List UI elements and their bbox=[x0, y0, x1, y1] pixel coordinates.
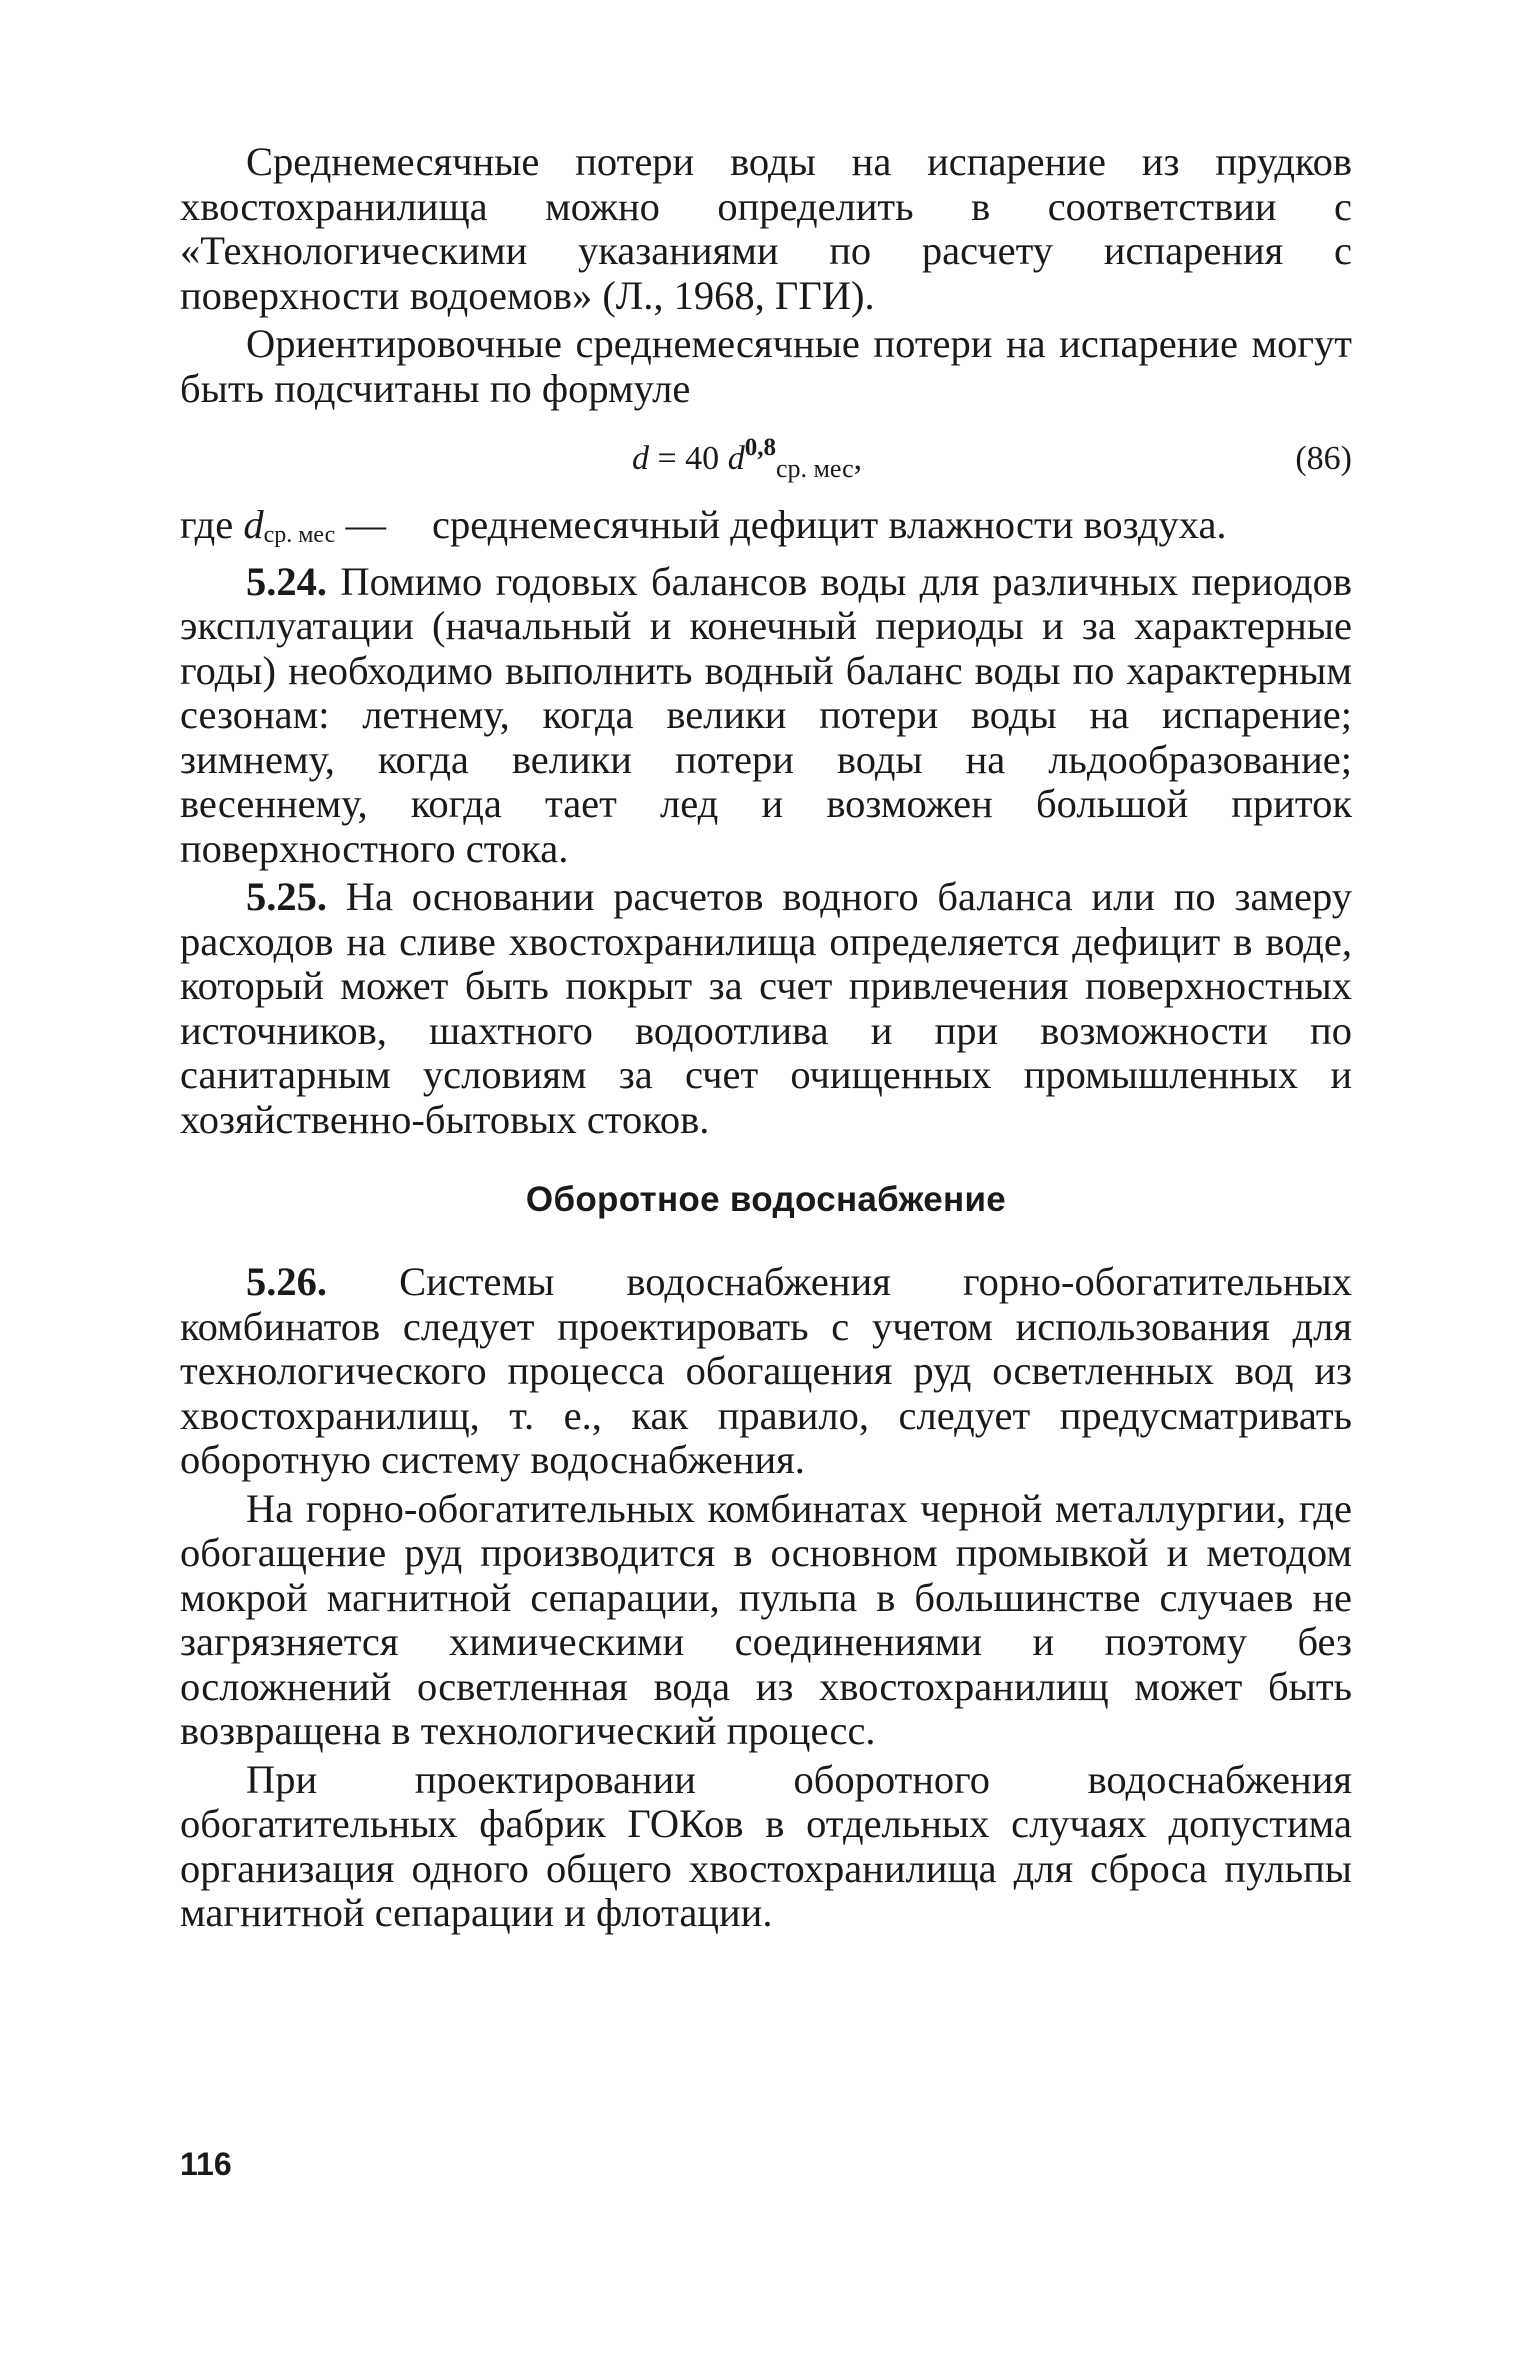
paragraph-5-26: 5.26. Системы водоснабжения горно-обогатительных комбинатов следует проектировать с учетом использования для технологического процесса обогащения руд осветленных вод из хвостохранилищ, т. е., как правило, следует предусматривать оборотную систему водоснабжения. bbox=[180, 1259, 1352, 1482]
page-number: 116 bbox=[180, 2146, 232, 2182]
paragraph-gok-design: При проектировании оборотного водоснабжения обогатительных фабрик ГОКов в отдельных случаях допустима организация одного общего хвостохранилища для сброса пульпы магнитной сепарации и флотации. bbox=[180, 1756, 1352, 1935]
legend-definition: среднемесячный дефицит влажности воздуха. bbox=[432, 502, 1227, 547]
paragraph-ferrous-metallurgy: На горно-обогатительных комбинатах черной металлургии, где обогащение руд производится в основном промывкой и методом мокрой магнитной сепарации, пульпа в большинстве случаев не загрязняется химическими соединениями и поэтому без осложнений осветленная вода из хвостохранилищ может быть возвращена в технологический процесс. bbox=[180, 1485, 1352, 1753]
formula-legend bbox=[180, 503, 1352, 554]
paragraph-5-24: 5.24. Помимо годовых балансов воды для различных периодов эксплуатации (начальный и конечный периоды и за характерные годы) необходимо выполнить водный баланс воды по характерным сезонам: летнему, когда велики потери воды на испарение; зимнему, когда велики потери воды на льдообразование; весеннему, когда тает лед и возможен большой приток поверхностного стока. bbox=[180, 558, 1352, 871]
paragraph-5-25: 5.25. На основании расчетов водного баланса или по замеру расходов на сливе хвостохранилища определяется дефицит в воде, который может быть покрыт за счет привлечения поверхностных источников, шахтного водоотлива и при возможности по санитарным условиям за счет очищенных промышленных и хозяйственно-бытовых стоков. bbox=[180, 874, 1352, 1142]
formula-expression: d = 40 $d^{0,8}_{ср. мес}$, bbox=[632, 434, 863, 483]
formula-number: (86) bbox=[1295, 440, 1352, 477]
legend-term: где dср. мес — bbox=[180, 502, 386, 548]
section-heading: Оборотное водоснабжение bbox=[525, 1180, 1007, 1219]
paragraph-evaporation-method: Среднемесячные потери воды на испарение из прудков хвостохранилища можно определить в соответствии с «Технологическими указаниями по расчету испарения с поверхности водоемов» (Л., 1968, ГГИ). bbox=[180, 139, 1352, 318]
paragraph-formula-intro: Ориентировочные среднемесячные потери на испарение могут быть подсчитаны по формуле bbox=[180, 321, 1352, 411]
formula-86 bbox=[180, 415, 1352, 503]
book-page bbox=[180, 140, 1352, 2260]
